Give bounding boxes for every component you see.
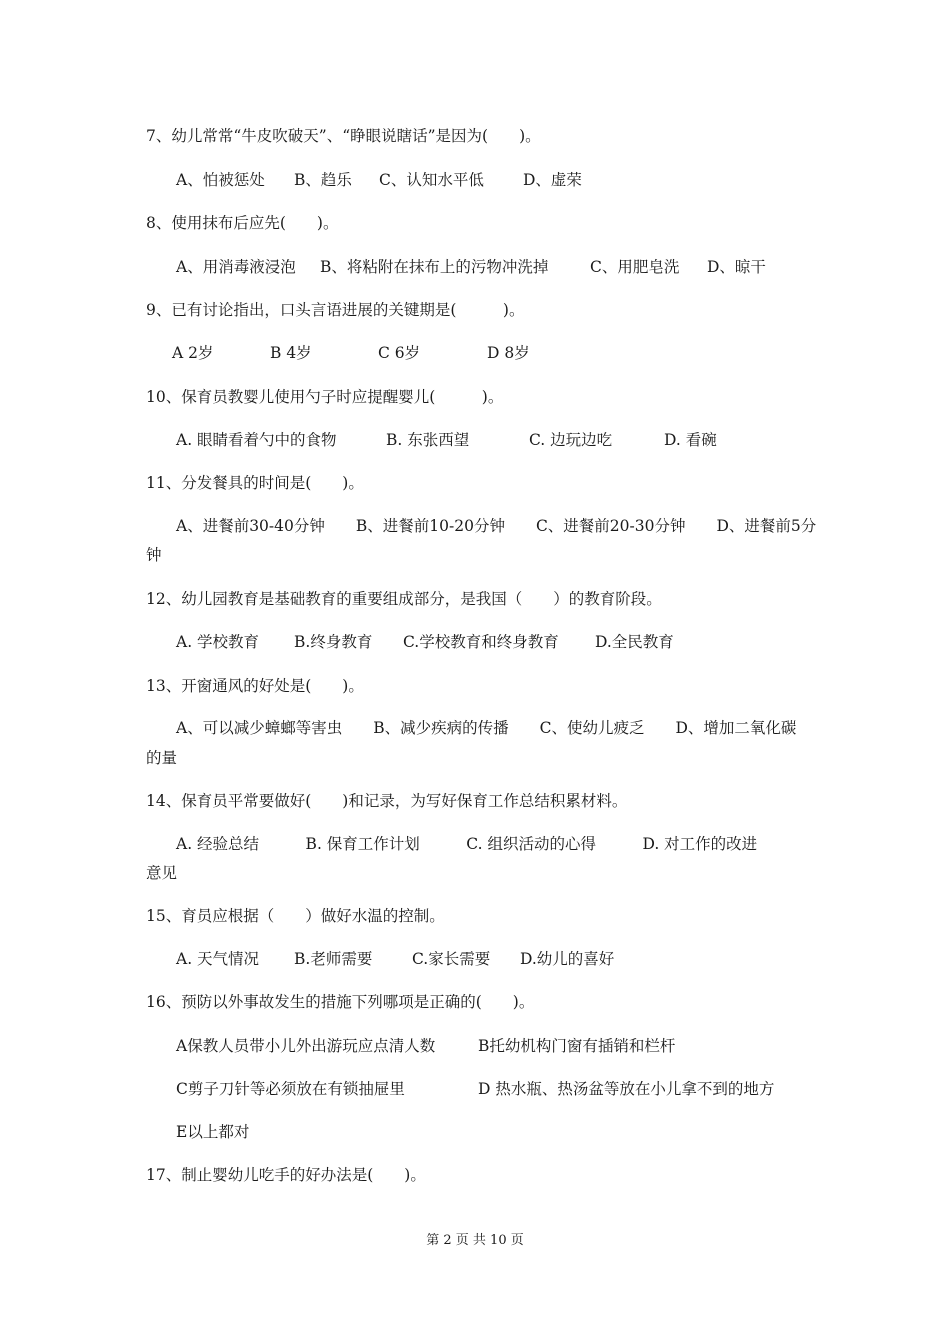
option: B.老师需要	[294, 950, 373, 968]
option-row	[0, 632, 950, 652]
option: C. 边玩边吃	[529, 431, 613, 449]
page-footer: 第 2 页 共 10 页	[426, 1233, 524, 1248]
option: E以上都对	[176, 1123, 250, 1141]
option: A、用消毒液浸泡	[176, 258, 296, 276]
option-row	[0, 1036, 950, 1056]
option: D.全民教育	[595, 633, 674, 651]
question-stem: 14、保育员平常要做好( )和记录，为写好保育工作总结积累材料。	[146, 792, 628, 810]
option: B、将粘附在抹布上的污物冲洗掉	[320, 258, 549, 276]
question-stem: 15、育员应根据（ ）做好水温的控制。	[146, 907, 445, 925]
question-stem: 8、使用抹布后应先( )。	[146, 214, 339, 232]
option: D、虚荣	[523, 171, 582, 189]
option: D 8岁	[487, 344, 530, 362]
question-stem: 12、幼儿园教育是基础教育的重要组成部分，是我国（ ）的教育阶段。	[146, 590, 662, 608]
option: C、认知水平低	[379, 171, 484, 189]
option-row: A、进餐前30-40分钟 B、进餐前10-20分钟 C、进餐前20-30分钟 D、进餐前5分	[176, 517, 817, 535]
question-stem: 17、制止婴幼儿吃手的好办法是( )。	[146, 1166, 426, 1184]
option-row	[0, 430, 950, 450]
option: B.终身教育	[294, 633, 373, 651]
option: A. 学校教育	[176, 633, 260, 651]
option: D、晾干	[707, 258, 766, 276]
option-row	[0, 257, 950, 277]
option: D 热水瓶、热汤盆等放在小儿拿不到的地方	[478, 1080, 775, 1098]
option: A保教人员带小儿外出游玩应点清人数	[176, 1037, 436, 1055]
option: D.幼儿的喜好	[520, 950, 615, 968]
option-row	[0, 1079, 950, 1099]
question-stem: 7、幼儿常常“牛皮吹破天”、“睁眼说瞎话”是因为( )。	[146, 127, 541, 145]
question-stem: 11、分发餐具的时间是( )。	[146, 474, 364, 492]
option-continuation: 的量	[146, 749, 178, 767]
option: A. 眼睛看着勺中的食物	[176, 431, 337, 449]
question-stem: 13、开窗通风的好处是( )。	[146, 677, 364, 695]
question-stem: 10、保育员教婴儿使用勺子时应提醒婴儿( )。	[146, 388, 504, 406]
option: A. 天气情况	[176, 950, 260, 968]
option-continuation: 意见	[146, 864, 178, 882]
option: C剪子刀针等必须放在有锁抽屉里	[176, 1080, 405, 1098]
option: B. 东张西望	[386, 431, 470, 449]
question-stem: 16、预防以外事故发生的措施下列哪项是正确的( )。	[146, 993, 535, 1011]
option: D. 看碗	[664, 431, 717, 449]
option: B、趋乐	[294, 171, 352, 189]
option-row	[0, 343, 950, 363]
option: A 2岁	[172, 344, 214, 362]
option: B 4岁	[270, 344, 312, 362]
option-row	[0, 949, 950, 969]
option-row: A. 经验总结 B. 保育工作计划 C. 组织活动的心得 D. 对工作的改进	[176, 835, 758, 853]
option: C.家长需要	[412, 950, 491, 968]
option-row	[0, 170, 950, 190]
question-stem: 9、已有讨论指出，口头言语进展的关键期是( )。	[146, 301, 525, 319]
option: A、怕被惩处	[176, 171, 265, 189]
option-row: A、可以减少蟑螂等害虫 B、减少疾病的传播 C、使幼儿疲乏 D、增加二氧化碳	[176, 719, 797, 737]
option-continuation: 钟	[146, 546, 162, 564]
option: B托幼机构门窗有插销和栏杆	[478, 1037, 676, 1055]
option: C 6岁	[378, 344, 421, 362]
option: C、用肥皂洗	[590, 258, 680, 276]
option: C.学校教育和终身教育	[403, 633, 559, 651]
